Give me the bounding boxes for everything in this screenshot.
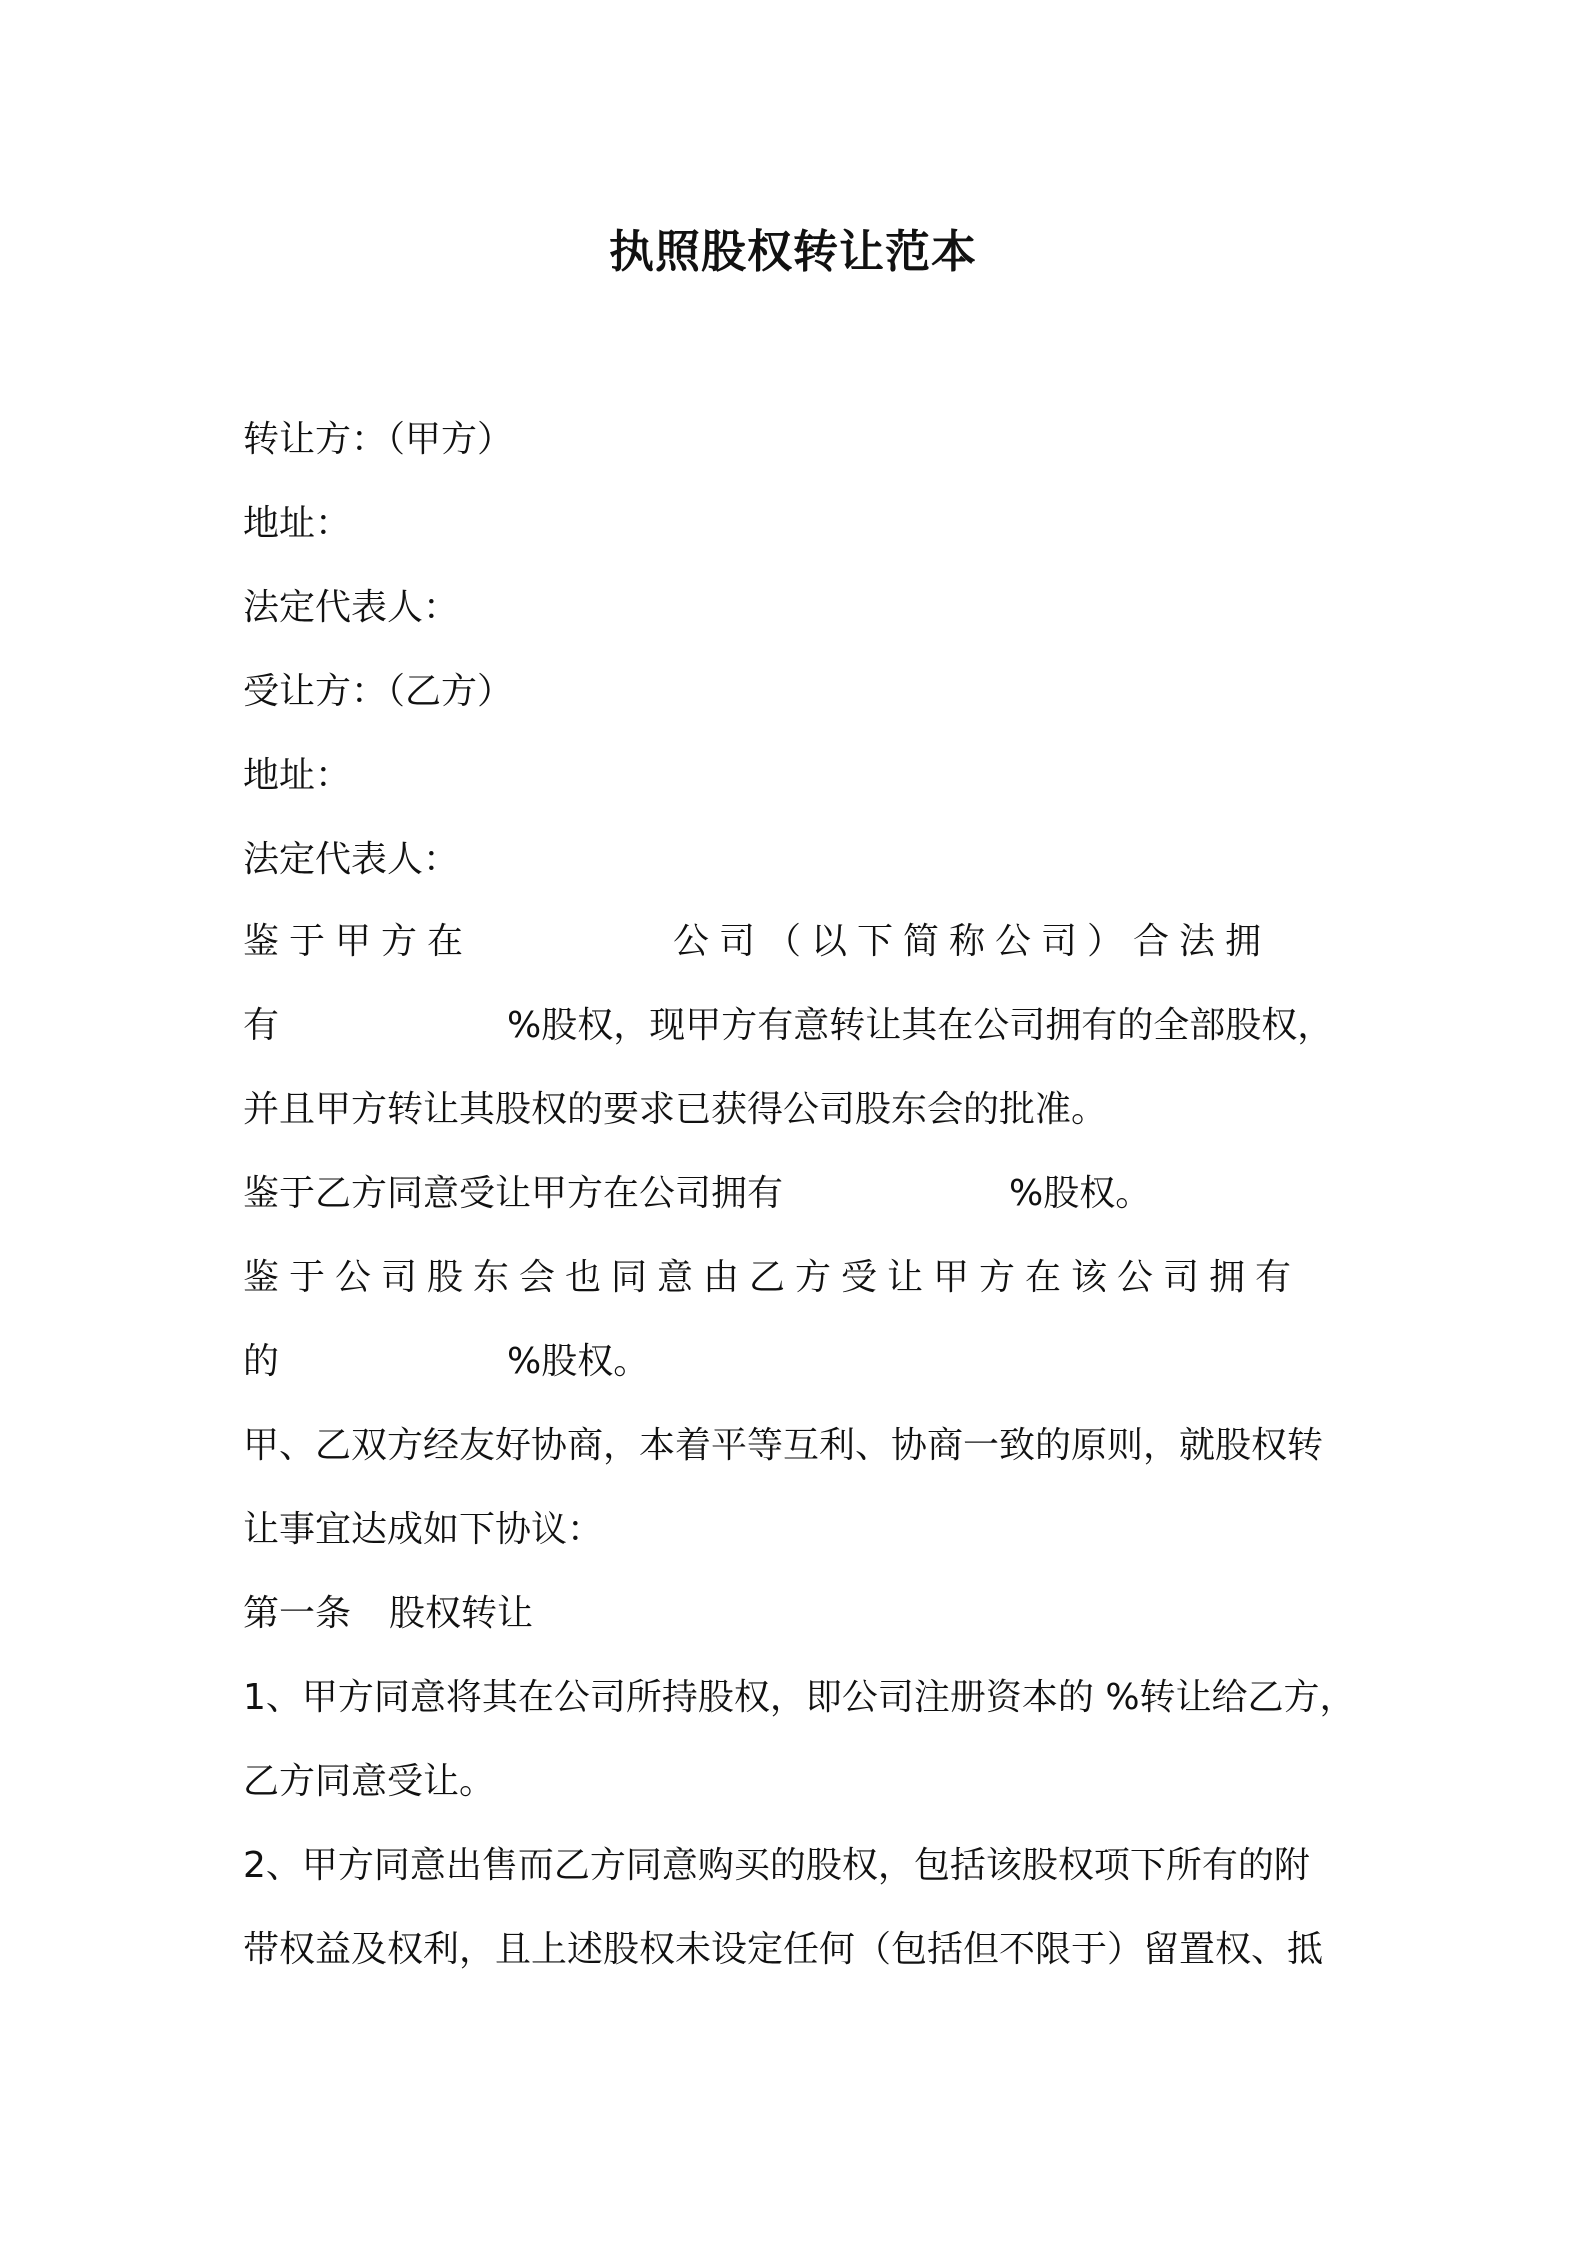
transferor-address-line: 地址： bbox=[243, 503, 352, 544]
article-1-label: 第一条 bbox=[243, 1593, 352, 1634]
transferee-address-line: 地址： bbox=[243, 755, 352, 796]
article-1-item-2-line-1: 2、甲方同意出售而乙方同意购买的股权，包括该股权项下所有的附 bbox=[243, 1845, 1310, 1886]
transferee-representative-line: 法定代表人： bbox=[243, 839, 460, 880]
recital-4-line-2: 让事宜达成如下协议： bbox=[243, 1509, 604, 1550]
recital-2-line bbox=[243, 1170, 1355, 1218]
transferor-representative-line: 法定代表人： bbox=[243, 587, 460, 628]
document-title: 执照股权转让范本 bbox=[608, 225, 977, 278]
recital-4-line-1: 甲、乙双方经友好协商，本着平等互利、协商一致的原则，就股权转 bbox=[243, 1425, 1324, 1466]
recital-1-text-d: %股权，现甲方有意转让其在公司拥有的全部股权， bbox=[507, 1005, 1334, 1046]
article-1-title: 股权转让 bbox=[389, 1593, 534, 1634]
recital-1-text-b: 公司（以下简称公司）合法拥 bbox=[673, 921, 1272, 962]
recital-2-text-b: %股权。 bbox=[1009, 1173, 1152, 1214]
article-1-item-1-line-2: 乙方同意受让。 bbox=[243, 1761, 496, 1802]
transferee-line: 受让方：（乙方） bbox=[243, 671, 514, 712]
recital-3-line-1: 鉴于公司股东会也同意由乙方受让甲方在该公司拥有 bbox=[243, 1257, 1302, 1298]
recital-1-line-1 bbox=[243, 918, 1355, 966]
recital-3-text-c: %股权。 bbox=[507, 1341, 650, 1382]
recital-3-line-2 bbox=[243, 1338, 1355, 1386]
recital-3-text-b: 的 bbox=[243, 1341, 280, 1382]
article-1-item-2-line-2: 带权益及权利，且上述股权未设定任何（包括但不限于）留置权、抵 bbox=[243, 1929, 1324, 1970]
recital-1-line-3: 并且甲方转让其股权的要求已获得公司股东会的批准。 bbox=[243, 1089, 1108, 1130]
recital-1-line-2 bbox=[243, 1002, 1355, 1050]
recital-1-text-a: 鉴于甲方在 bbox=[243, 921, 474, 962]
article-1-heading bbox=[243, 1590, 1355, 1638]
recital-2-text-a: 鉴于乙方同意受让甲方在公司拥有 bbox=[243, 1173, 784, 1214]
article-1-item-1-line-1: 1、甲方同意将其在公司所持股权，即公司注册资本的 %转让给乙方， bbox=[243, 1677, 1356, 1718]
recital-1-text-c: 有 bbox=[243, 1005, 280, 1046]
transferor-line: 转让方：（甲方） bbox=[243, 419, 514, 460]
